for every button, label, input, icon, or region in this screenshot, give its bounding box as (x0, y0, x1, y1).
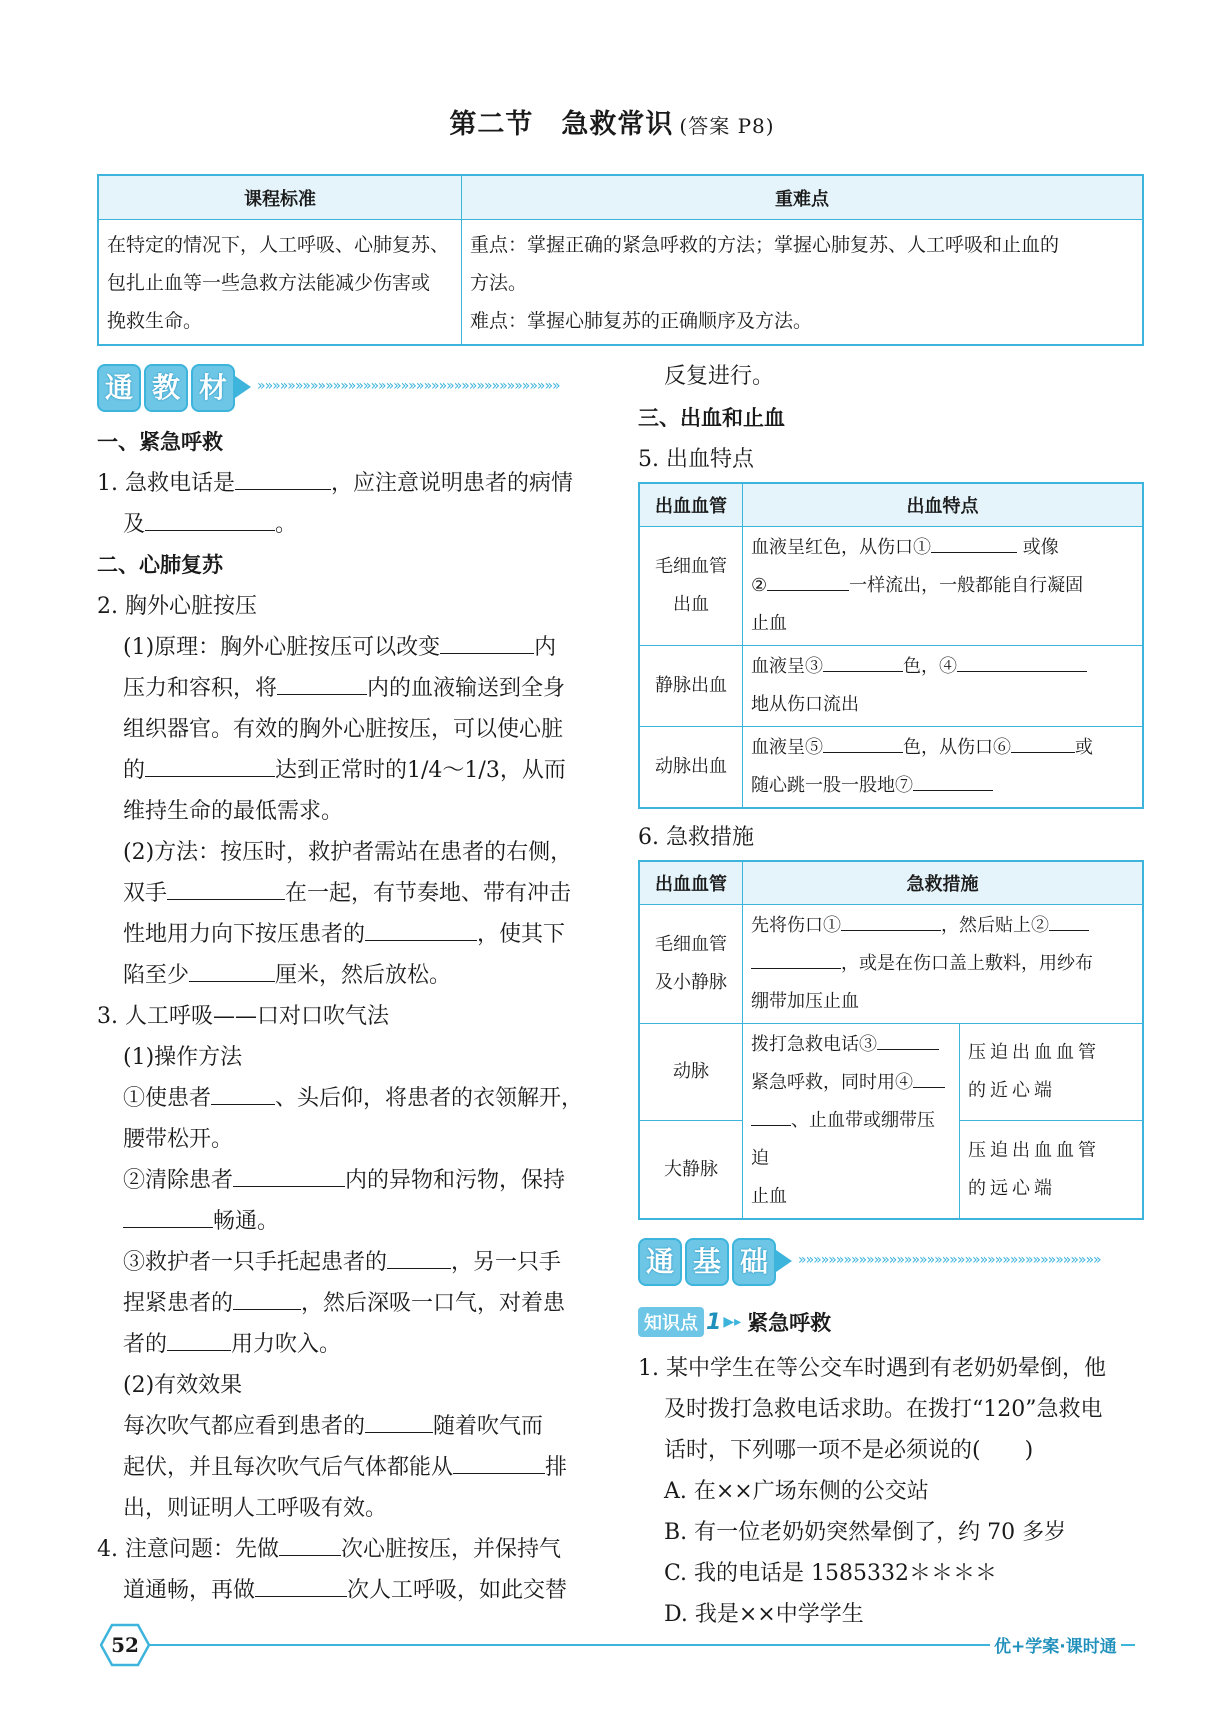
bleeding-characteristics-table: 出血血管 出血特点 毛细血管 出血 血液呈红色，从伤口① 或像 ② 一样流出，一般都能自行凝固 止血 静脉出血 血液呈③ 色，④ 地从伤口流出 动脉出血 血液呈⑤ 色，从伤口⑥ 或 随心跳一股一股地⑦ (638, 482, 1144, 809)
row-artery: 动脉出血 (639, 727, 743, 809)
section-title: 第二节 急救常识 (449, 109, 674, 140)
blank[interactable] (1011, 730, 1075, 753)
blank[interactable] (233, 1160, 345, 1187)
blank[interactable] (751, 946, 841, 969)
option-a[interactable]: A. 在××广场东侧的公交站 (664, 1479, 929, 1504)
chevron-trail-icon: »»»»»»»»»»»»»»»»»»»»»»»»»»»»»»»»»»»»»»»» (257, 378, 560, 394)
tong-jichu-banner: 通 基 础 »»»»»»»»»»»»»»»»»»»»»»»»»»»»»»»»»»»»»»»» (638, 1234, 1144, 1294)
option-d[interactable]: D. 我是××中学学生 (664, 1602, 864, 1627)
page-number: 52 (100, 1623, 150, 1667)
blank[interactable] (255, 1570, 347, 1597)
curriculum-standards-table (97, 174, 1144, 346)
blank[interactable] (767, 568, 849, 591)
right-column: 反复进行。 三、出血和止血 5. 出血特点 出血血管 出血特点 毛细血管 出血 血液呈红色，从伤口① 或像 ② 一样流出，一般都能自行凝固 止血 静脉出血 血液呈③ 色，④ 地从伤口流出 动脉出血 血液呈⑤ 色，从伤口⑥ 或 随心跳一股一股地⑦ 6. 急救措施 出血血管 急救措施 毛细血管 及小静脉 先将伤口① ，然后贴上② ，或是在伤口盖上敷料，用纱布 绷带加压止血 动脉 拨打急救电话③ 紧急呼救，同时用④ 、止血带或绷带压迫 止血 压迫出血血管 的近心端 大静脉 压迫出血血管 的远心端 通 基 础 »»»»»»»»»»»»»»»»»»»»»»»»»»»»»»»»»»»»»»»» 知识点 1 ▶▸ 紧急呼救 1. 某中学生在等公交车时遇到有老奶奶晕倒，他 及时拨打急救电话求助。在拨打“120”急救电 话时，下列哪一项不是必须说的( ) A. 在××广场东侧的公交站 B. 有一位老奶奶突然晕倒了，约 70 多岁 C. 我的电话是 1585332＊＊＊＊ D. 我是××中学学生 (638, 356, 1144, 1635)
curriculum-cell: 在特定的情况下，人工呼吸、心肺复苏、 包扎止血等一些急救方法能减少伤害或 挽救生命。 (98, 220, 462, 346)
left-column: 通 教 材 »»»»»»»»»»»»»»»»»»»»»»»»»»»»»»»»»»»»»»»» 一、紧急呼救 1. 急救电话是 ，应注意说明患者的病情 及 。 二、心肺复苏 2. 胸外心脏按压 (1)原理：胸外心脏按压可以改变 内 压力和容积，将 内的血液输送到全身 组织器官。有效的胸外心脏按压，可以使心脏 的 达到正常时的1/4～1/3，从而 维持生命的最低需求。 (2)方法：按压时，救护者需站在患者的右侧， 双手 在一起，有节奏地、带有冲击 性地用力向下按压患者的 ，使其下 陷至少 厘米，然后放松。 3. 人工呼吸——口对口吹气法 (1)操作方法 ①使患者 、头后仰，将患者的衣领解开， 腰带松开。 ②清除患者 内的异物和污物，保持 畅通。 ③救护者一只手托起患者的 ，另一只手 捏紧患者的 ，然后深吸一口气，对着患 者的 用力吹入。 (2)有效效果 每次吹气都应看到患者的 随着吹气而 起伏，并且每次吹气后气体都能从 排 出，则证明人工呼吸有效。 4. 注意问题：先做 次心脏按压，并保持气 道通畅，再做 次人工呼吸，如此交替 (97, 360, 607, 1611)
blank[interactable] (877, 1027, 939, 1050)
blank[interactable] (145, 750, 275, 777)
blank[interactable] (913, 1065, 945, 1088)
footer-divider (150, 1644, 1135, 1646)
key-points-cell: 重点：掌握正确的紧急呼救的方法；掌握心肺复苏、人工呼吸和止血的 方法。 难点：掌握心肺复苏的正确顺序及方法。 (462, 220, 1144, 346)
heading-cpr: 二、心肺复苏 (97, 553, 223, 577)
blank[interactable] (751, 1103, 791, 1126)
blank[interactable] (235, 463, 331, 490)
blank[interactable] (823, 649, 903, 672)
blank[interactable] (279, 1529, 341, 1556)
blank[interactable] (189, 955, 275, 982)
blank[interactable] (167, 1324, 231, 1351)
heading-emergency-call: 一、紧急呼救 (97, 430, 223, 454)
blank[interactable] (931, 530, 1017, 553)
double-arrow-icon: ▶▸ (723, 1314, 742, 1330)
blank[interactable] (277, 668, 367, 695)
row-vein: 静脉出血 (639, 646, 743, 727)
row-great-vein: 大静脉 (639, 1121, 743, 1219)
blank[interactable] (365, 1406, 433, 1433)
arrow-icon (776, 1250, 792, 1272)
option-b[interactable]: B. 有一位老奶奶突然晕倒了，约 70 多岁 (664, 1520, 1067, 1545)
blank[interactable] (211, 1078, 275, 1105)
arrow-icon (235, 376, 251, 398)
blank[interactable] (387, 1242, 451, 1269)
row-capillary-venule: 毛细血管 及小静脉 (639, 905, 743, 1024)
heading-bleeding: 三、出血和止血 (638, 406, 785, 430)
blank[interactable] (841, 908, 941, 931)
header-key-points: 重难点 (462, 175, 1144, 220)
blank[interactable] (123, 1201, 213, 1228)
blank[interactable] (440, 627, 534, 654)
blank[interactable] (913, 768, 993, 791)
blank[interactable] (233, 1283, 301, 1310)
option-c[interactable]: C. 我的电话是 1585332＊＊＊＊ (664, 1561, 998, 1586)
brand-logo: 优+学案·课时通 (990, 1632, 1121, 1657)
row-capillary: 毛细血管 出血 (639, 527, 743, 646)
blank[interactable] (453, 1447, 545, 1474)
tong-jiaocai-banner: 通 教 材 »»»»»»»»»»»»»»»»»»»»»»»»»»»»»»»»»»»»»»»» (97, 360, 607, 420)
chevron-trail-icon: »»»»»»»»»»»»»»»»»»»»»»»»»»»»»»»»»»»»»»»» (798, 1252, 1101, 1268)
row-artery-aid: 动脉 (639, 1024, 743, 1121)
blank[interactable] (1049, 908, 1089, 931)
blank[interactable] (365, 914, 477, 941)
knowledge-point-header: 知识点 1 ▶▸ 紧急呼救 (638, 1300, 1144, 1344)
answer-reference: (答案 P8) (679, 114, 775, 138)
blank[interactable] (145, 504, 275, 531)
blank[interactable] (167, 873, 285, 900)
first-aid-table: 出血血管 急救措施 毛细血管 及小静脉 先将伤口① ，然后贴上② ，或是在伤口盖上敷料，用纱布 绷带加压止血 动脉 拨打急救电话③ 紧急呼救，同时用④ 、止血带或绷带压迫 止血 压迫出血血管 的近心端 大静脉 压迫出血血管 的远心端 (638, 860, 1144, 1220)
blank[interactable] (823, 730, 903, 753)
header-curriculum: 课程标准 (98, 175, 462, 220)
page-title (0, 102, 1224, 141)
blank[interactable] (957, 649, 1087, 672)
